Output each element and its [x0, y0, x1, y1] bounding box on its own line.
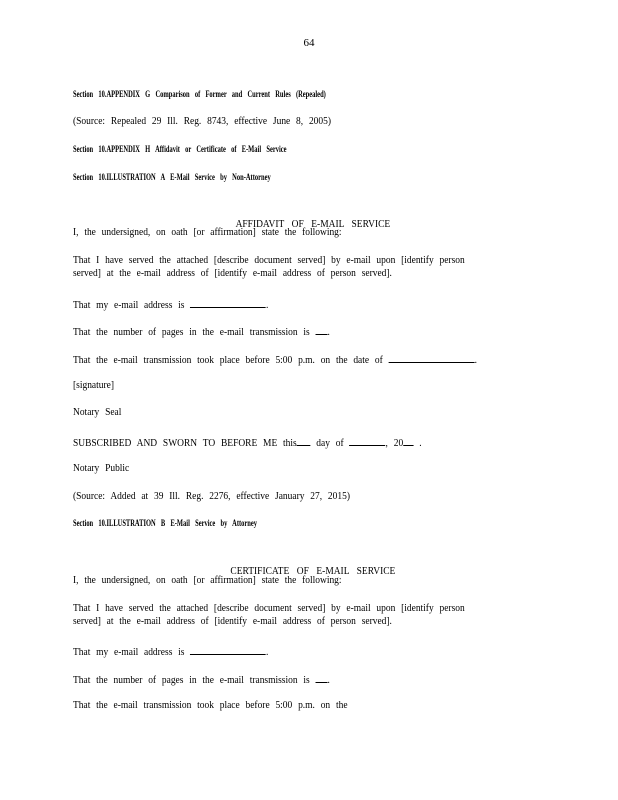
certificate-pages-suffix: . [327, 674, 330, 686]
subscribed-line [73, 435, 422, 449]
affidavit-time-line [73, 352, 477, 366]
affidavit-date-blank [389, 352, 475, 363]
subscribed-text: SUBSCRIBED AND SWORN TO BEFORE ME this [73, 437, 297, 449]
appendix-g-source: (Source: Repealed 29 Ill. Reg. 8743, effective June 8, 2005) [73, 115, 332, 127]
certificate-email-suffix: . [265, 646, 269, 658]
certificate-email-blank [190, 644, 266, 655]
affidavit-email-line [73, 297, 268, 311]
notary-seal: Notary Seal [73, 406, 122, 418]
affidavit-served-line-1: That I have served the attached [describe document served] by e-mail upon [identify person [73, 254, 465, 266]
illustration-b-heading: Section 10.ILLUSTRATION B E-Mail Service by Attorney [73, 518, 258, 528]
certificate-pages-line [73, 672, 330, 686]
notary-public: Notary Public [73, 462, 130, 474]
certificate-served-line-2: served] at the e-mail address of [identify e-mail address of person served]. [73, 615, 392, 627]
certificate-title-text: CERTIFICATE OF E-MAIL SERVICE [230, 565, 396, 577]
signature-line: [signature] [73, 379, 114, 391]
certificate-pages-label: That the number of pages in the e-mail transmission is [73, 674, 310, 686]
certificate-time-line: That the e-mail transmission took place before 5:00 p.m. on the [73, 699, 348, 711]
subscribed-day-of: day of [316, 437, 344, 449]
certificate-pages-blank [315, 672, 327, 683]
certificate-email-line [73, 644, 268, 658]
affidavit-pages-line [73, 324, 330, 338]
affidavit-pages-blank [315, 324, 327, 335]
affidavit-time-label: That the e-mail transmission took place before 5:00 p.m. on the date of [73, 354, 383, 366]
illustration-a-source: (Source: Added at 39 Ill. Reg. 2276, effective January 27, 2015) [73, 490, 350, 502]
affidavit-time-suffix: . [474, 354, 477, 366]
page-number: 64 [303, 37, 315, 49]
subscribed-year-prefix: , 20 [385, 437, 404, 449]
affidavit-email-suffix: . [265, 299, 269, 311]
certificate-oath: I, the undersigned, on oath [or affirmation] state the following: [73, 574, 342, 586]
illustration-a-heading: Section 10.ILLUSTRATION A E-Mail Service by Non-Attorney [73, 172, 271, 182]
affidavit-pages-label: That the number of pages in the e-mail transmission is [73, 326, 310, 338]
affidavit-oath: I, the undersigned, on oath [or affirmation] state the following: [73, 226, 342, 238]
subscribed-day-blank [297, 435, 311, 446]
affidavit-served-line-2: served] at the e-mail address of [identify e-mail address of person served]. [73, 267, 392, 279]
appendix-h-heading: Section 10.APPENDIX H Affidavit or Certificate of E-Mail Service [73, 144, 287, 154]
subscribed-suffix: . [419, 437, 422, 449]
affidavit-pages-suffix: . [327, 326, 330, 338]
affidavit-email-label: That my e-mail address is [73, 299, 185, 311]
certificate-email-label: That my e-mail address is [73, 646, 185, 658]
subscribed-year-blank [403, 435, 413, 446]
subscribed-month-blank [349, 435, 385, 446]
certificate-served-line-1: That I have served the attached [describe document served] by e-mail upon [identify person [73, 602, 465, 614]
appendix-g-heading: Section 10.APPENDIX G Comparison of Former and Current Rules (Repealed) [73, 89, 326, 99]
affidavit-title-text: AFFIDAVIT OF E-MAIL SERVICE [235, 218, 391, 230]
affidavit-email-blank [190, 297, 266, 308]
